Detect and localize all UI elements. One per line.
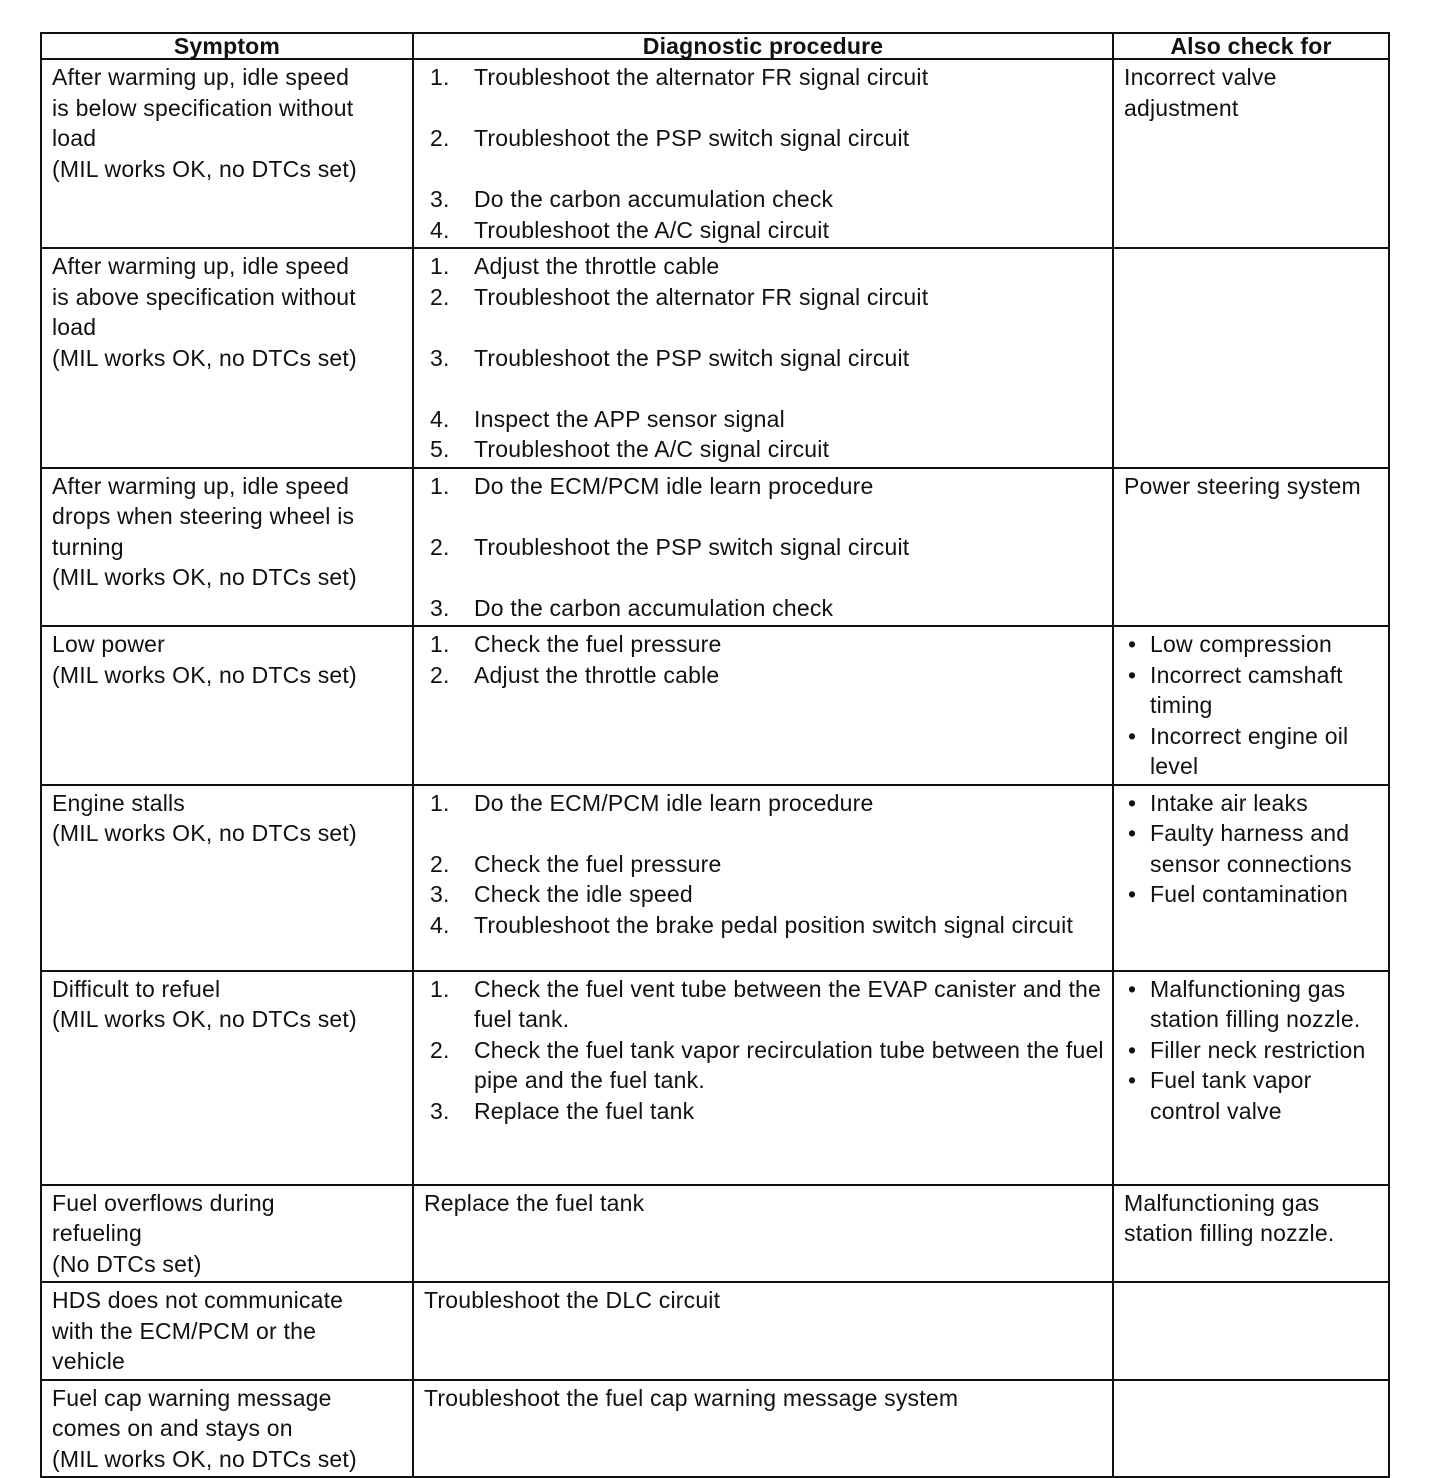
step-text: Do the ECM/PCM idle learn procedure — [474, 789, 874, 816]
symptom-line: Difficult to refuel — [52, 975, 221, 1002]
list-item — [1124, 974, 1380, 1035]
symptom-line: Low power — [52, 631, 166, 657]
procedure-cell — [413, 785, 1113, 971]
also-check-list — [1124, 974, 1380, 1127]
symptom-line: is above specification without — [52, 283, 356, 310]
step-text: Check the fuel vent tube between the EVAP canister and the fuel tank. — [474, 975, 1102, 1032]
procedure-step — [424, 123, 1104, 154]
step-number: 2. — [430, 533, 450, 560]
also-check-cell — [1113, 971, 1389, 1185]
also-check-cell — [1113, 1380, 1389, 1478]
list-item — [1124, 721, 1380, 782]
procedure-step — [424, 879, 1104, 910]
step-number: 1. — [430, 472, 450, 499]
step-number: 2. — [430, 661, 450, 688]
step-number: 1. — [430, 631, 450, 657]
symptom-cell — [41, 1380, 413, 1478]
step-number: 1. — [430, 789, 450, 816]
step-number: 1. — [430, 64, 450, 90]
step-text: Troubleshoot the alternator FR signal circuit — [474, 283, 929, 310]
procedure-cell — [413, 971, 1113, 1185]
procedure-step — [424, 434, 1104, 465]
list-item — [1124, 660, 1380, 721]
also-check-text: Power steering system — [1124, 472, 1361, 499]
procedure-step — [424, 404, 1104, 435]
symptom-line: (No DTCs set) — [52, 1250, 202, 1277]
bullet-icon: • — [1128, 722, 1137, 749]
step-number: 2. — [430, 283, 450, 310]
also-check-cell — [1113, 785, 1389, 971]
also-check-cell — [1113, 468, 1389, 627]
step-text: Inspect the APP sensor signal — [474, 405, 785, 432]
step-number: 3. — [430, 344, 450, 371]
also-check-item: Incorrect engine oil level — [1150, 722, 1349, 779]
symptom-line: (MIL works OK, no DTCs set) — [52, 1445, 357, 1472]
bullet-icon: • — [1128, 789, 1137, 816]
procedure-step — [424, 282, 1104, 313]
procedure-step — [424, 910, 1104, 941]
symptom-line: with the ECM/PCM or the — [52, 1317, 317, 1344]
procedure-text: Troubleshoot the fuel cap warning message system — [424, 1384, 959, 1411]
symptom-line: vehicle — [52, 1348, 125, 1374]
list-item — [1124, 788, 1380, 819]
also-check-item: Intake air leaks — [1150, 789, 1308, 816]
step-text: Check the fuel pressure — [474, 631, 722, 657]
symptom-line: After warming up, idle speed — [52, 472, 350, 499]
procedure-step — [424, 974, 1104, 1035]
table-row — [41, 248, 1389, 468]
also-check-item: Fuel contamination — [1150, 881, 1348, 907]
symptom-line: turning — [52, 533, 124, 560]
step-text: Troubleshoot the PSP switch signal circuit — [474, 344, 910, 371]
procedure-cell — [413, 59, 1113, 248]
procedure-cell — [413, 468, 1113, 627]
bullet-icon: • — [1128, 881, 1137, 907]
symptom-cell — [41, 626, 413, 785]
procedure-step — [424, 849, 1104, 880]
table-row — [41, 1380, 1389, 1478]
list-item — [1124, 1035, 1380, 1066]
symptom-line: After warming up, idle speed — [52, 253, 350, 279]
procedure-text: Replace the fuel tank — [424, 1189, 645, 1216]
symptom-line: (MIL works OK, no DTCs set) — [52, 564, 357, 590]
procedure-cell — [413, 1380, 1113, 1478]
symptom-cell — [41, 59, 413, 248]
symptom-line: Fuel cap warning message — [52, 1384, 332, 1411]
procedure-cell — [413, 1282, 1113, 1380]
list-item — [1124, 879, 1380, 910]
step-text: Troubleshoot the A/C signal circuit — [474, 436, 830, 462]
also-check-text: Malfunctioning gas station filling nozzle. — [1124, 1189, 1335, 1246]
step-text: Do the carbon accumulation check — [474, 594, 834, 621]
also-check-text: Incorrect valve adjustment — [1124, 64, 1277, 121]
symptom-line: load — [52, 125, 97, 151]
symptom-line: (MIL works OK, no DTCs set) — [52, 820, 357, 846]
symptom-line: After warming up, idle speed — [52, 64, 350, 90]
procedure-step — [424, 62, 1104, 93]
also-check-cell — [1113, 248, 1389, 468]
header-row — [41, 33, 1389, 59]
step-number: 4. — [430, 911, 450, 938]
diagnostic-table — [40, 32, 1390, 1478]
header-also-check: Also check for — [1113, 33, 1389, 59]
step-text: Do the carbon accumulation check — [474, 186, 834, 212]
header-symptom: Symptom — [41, 33, 413, 59]
symptom-line: drops when steering wheel is — [52, 503, 355, 529]
bullet-icon: • — [1128, 1036, 1137, 1063]
bullet-icon: • — [1128, 820, 1137, 846]
symptom-line: Fuel overflows during — [52, 1189, 275, 1216]
table-row — [41, 1282, 1389, 1380]
symptom-cell — [41, 971, 413, 1185]
also-check-item: Filler neck restriction — [1150, 1036, 1366, 1063]
header-procedure: Diagnostic procedure — [413, 33, 1113, 59]
also-check-list — [1124, 788, 1380, 910]
procedure-step — [424, 660, 1104, 691]
procedure-cell — [413, 248, 1113, 468]
step-number: 5. — [430, 436, 450, 462]
also-check-cell — [1113, 59, 1389, 248]
symptom-line: load — [52, 314, 97, 340]
step-number: 1. — [430, 253, 450, 279]
step-number: 4. — [430, 405, 450, 432]
symptom-line: HDS does not communicate — [52, 1287, 344, 1313]
procedure-step — [424, 343, 1104, 374]
also-check-item: Low compression — [1150, 631, 1332, 657]
symptom-cell — [41, 1282, 413, 1380]
step-number: 3. — [430, 881, 450, 907]
symptom-line: Engine stalls — [52, 789, 186, 816]
step-text: Adjust the throttle cable — [474, 661, 720, 688]
procedure-step — [424, 251, 1104, 282]
list-item — [1124, 818, 1380, 879]
symptom-cell — [41, 785, 413, 971]
bullet-icon: • — [1128, 661, 1137, 688]
procedure-cell — [413, 1185, 1113, 1283]
step-text: Replace the fuel tank — [474, 1097, 695, 1124]
symptom-cell — [41, 468, 413, 627]
procedure-cell — [413, 626, 1113, 785]
step-number: 2. — [430, 1036, 450, 1063]
procedure-step — [424, 593, 1104, 624]
symptom-line: (MIL works OK, no DTCs set) — [52, 661, 357, 688]
table-row — [41, 468, 1389, 627]
procedure-step — [424, 215, 1104, 246]
table-row — [41, 59, 1389, 248]
procedure-step — [424, 184, 1104, 215]
bullet-icon: • — [1128, 975, 1137, 1002]
also-check-item: Faulty harness and sensor connections — [1150, 820, 1352, 877]
step-text: Check the fuel pressure — [474, 850, 722, 877]
procedure-step — [424, 532, 1104, 563]
step-text: Troubleshoot the brake pedal position switch signal circuit — [474, 911, 1074, 938]
table-row — [41, 1185, 1389, 1283]
procedure-step — [424, 1035, 1104, 1096]
step-number: 3. — [430, 594, 450, 621]
also-check-list — [1124, 629, 1380, 782]
table-row — [41, 971, 1389, 1185]
step-number: 2. — [430, 850, 450, 877]
procedure-text: Troubleshoot the DLC circuit — [424, 1287, 721, 1313]
step-text: Troubleshoot the A/C signal circuit — [474, 216, 830, 243]
step-text: Check the fuel tank vapor recirculation tube between the fuel pipe and the fuel tank. — [474, 1036, 1104, 1093]
step-number: 4. — [430, 216, 450, 243]
bullet-icon: • — [1128, 1067, 1137, 1093]
list-item — [1124, 629, 1380, 660]
step-number: 1. — [430, 975, 450, 1002]
symptom-line: (MIL works OK, no DTCs set) — [52, 344, 357, 371]
step-number: 3. — [430, 1097, 450, 1124]
table-row — [41, 785, 1389, 971]
symptom-line: (MIL works OK, no DTCs set) — [52, 1006, 357, 1032]
step-number: 2. — [430, 125, 450, 151]
step-text: Troubleshoot the alternator FR signal circuit — [474, 64, 929, 90]
table-row — [41, 626, 1389, 785]
step-text: Troubleshoot the PSP switch signal circuit — [474, 533, 910, 560]
procedure-step — [424, 629, 1104, 660]
procedure-step — [424, 1096, 1104, 1127]
step-number: 3. — [430, 186, 450, 212]
procedure-step — [424, 788, 1104, 819]
also-check-cell — [1113, 1185, 1389, 1283]
symptom-cell — [41, 248, 413, 468]
also-check-cell — [1113, 626, 1389, 785]
step-text: Check the idle speed — [474, 881, 693, 907]
also-check-item: Malfunctioning gas station filling nozzle. — [1150, 975, 1361, 1032]
symptom-line: (MIL works OK, no DTCs set) — [52, 155, 357, 182]
also-check-item: Fuel tank vapor control valve — [1150, 1067, 1312, 1124]
also-check-cell — [1113, 1282, 1389, 1380]
symptom-line: comes on and stays on — [52, 1415, 293, 1441]
list-item — [1124, 1065, 1380, 1126]
step-text: Troubleshoot the PSP switch signal circuit — [474, 125, 910, 151]
symptom-line: is below specification without — [52, 94, 354, 121]
symptom-cell — [41, 1185, 413, 1283]
symptom-line: refueling — [52, 1220, 143, 1246]
also-check-item: Incorrect camshaft timing — [1150, 661, 1343, 718]
bullet-icon: • — [1128, 631, 1137, 657]
procedure-step — [424, 471, 1104, 502]
step-text: Do the ECM/PCM idle learn procedure — [474, 472, 874, 499]
step-text: Adjust the throttle cable — [474, 253, 720, 279]
